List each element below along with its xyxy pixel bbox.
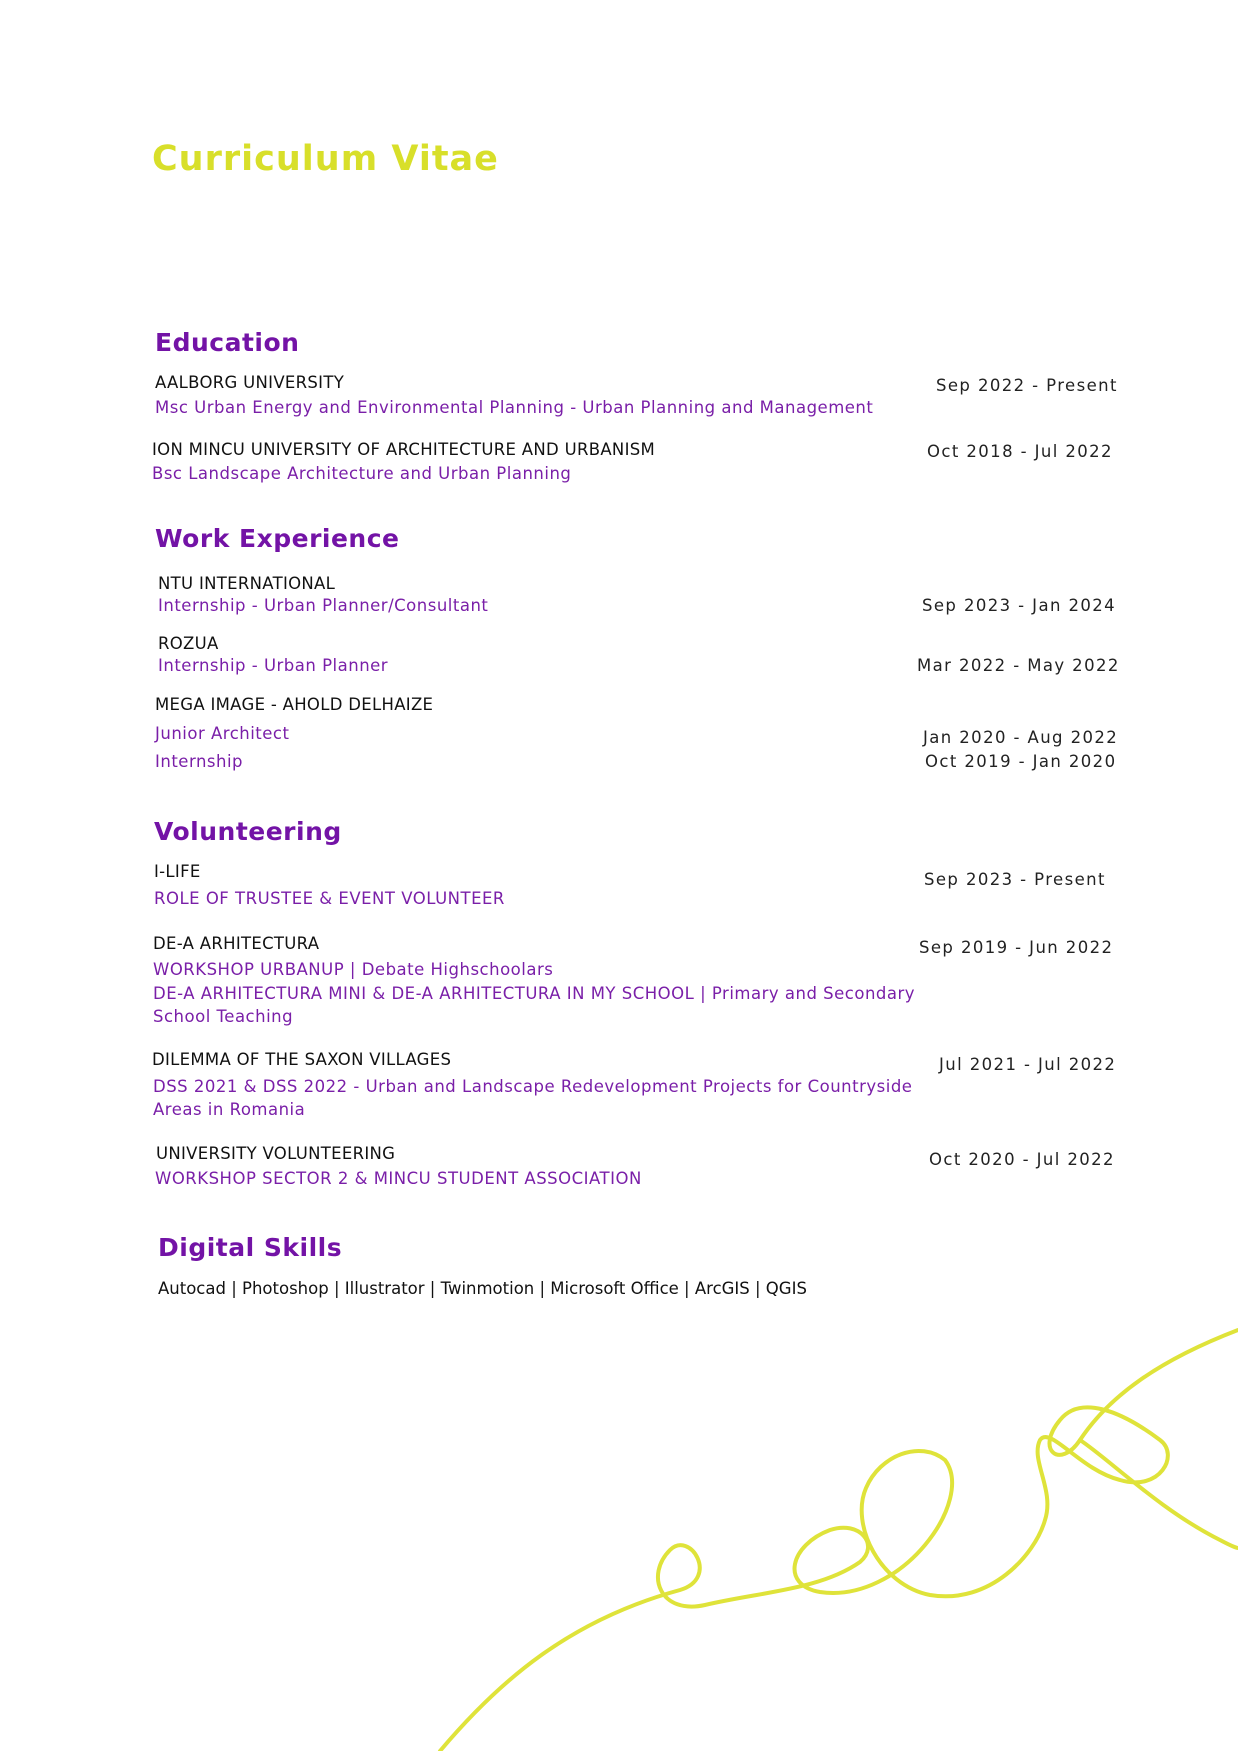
section-heading-work-experience: Work Experience xyxy=(155,524,400,553)
work-org: NTU INTERNATIONAL xyxy=(158,574,336,593)
volunteering-role: School Teaching xyxy=(153,1007,294,1026)
volunteering-date: Sep 2023 - Present xyxy=(924,870,1106,889)
work-role: Internship xyxy=(155,752,244,771)
education-date: Oct 2018 - Jul 2022 xyxy=(927,442,1113,461)
work-org: ROZUA xyxy=(158,634,219,653)
volunteering-role: WORKSHOP URBANUP | Debate Highschoolars xyxy=(153,960,554,979)
volunteering-org: UNIVERSITY VOLUNTEERING xyxy=(156,1144,396,1163)
volunteering-role: DE-A ARHITECTURA MINI & DE-A ARHITECTURA IN MY SCHOOL | Primary and Secondary xyxy=(153,984,916,1003)
volunteering-role: DSS 2021 & DSS 2022 - Urban and Landscape Redevelopment Projects for Countryside xyxy=(153,1077,913,1096)
work-org: MEGA IMAGE - AHOLD DELHAIZE xyxy=(155,695,434,714)
education-org: AALBORG UNIVERSITY xyxy=(155,373,345,392)
work-date: Oct 2019 - Jan 2020 xyxy=(925,752,1117,771)
education-degree: Msc Urban Energy and Environmental Planning - Urban Planning and Management xyxy=(155,398,874,417)
volunteering-date: Jul 2021 - Jul 2022 xyxy=(939,1055,1117,1074)
volunteering-org: I-LIFE xyxy=(154,862,201,881)
volunteering-date: Sep 2019 - Jun 2022 xyxy=(919,938,1114,957)
education-org: ION MINCU UNIVERSITY OF ARCHITECTURE AND URBANISM xyxy=(152,440,656,459)
work-role: Junior Architect xyxy=(155,724,290,743)
section-heading-education: Education xyxy=(155,328,300,357)
work-role: Internship - Urban Planner/Consultant xyxy=(158,596,489,615)
work-date: Jan 2020 - Aug 2022 xyxy=(923,728,1119,747)
volunteering-role: WORKSHOP SECTOR 2 & MINCU STUDENT ASSOCIATION xyxy=(155,1169,642,1188)
work-date: Mar 2022 - May 2022 xyxy=(917,656,1120,675)
digital-skills-list: Autocad | Photoshop | Illustrator | Twinmotion | Microsoft Office | ArcGIS | QGIS xyxy=(158,1279,807,1298)
volunteering-date: Oct 2020 - Jul 2022 xyxy=(929,1150,1115,1169)
volunteering-org: DE-A ARHITECTURA xyxy=(153,934,320,953)
page-title: Curriculum Vitae xyxy=(152,139,499,179)
volunteering-role: Areas in Romania xyxy=(153,1100,306,1119)
education-date: Sep 2022 - Present xyxy=(936,376,1118,395)
volunteering-role: ROLE OF TRUSTEE & EVENT VOLUNTEER xyxy=(154,889,505,908)
volunteering-org: DILEMMA OF THE SAXON VILLAGES xyxy=(152,1050,452,1069)
education-degree: Bsc Landscape Architecture and Urban Planning xyxy=(152,464,572,483)
section-heading-digital-skills: Digital Skills xyxy=(158,1233,343,1262)
work-role: Internship - Urban Planner xyxy=(158,656,389,675)
section-heading-volunteering: Volunteering xyxy=(154,817,342,846)
work-date: Sep 2023 - Jan 2024 xyxy=(922,596,1117,615)
